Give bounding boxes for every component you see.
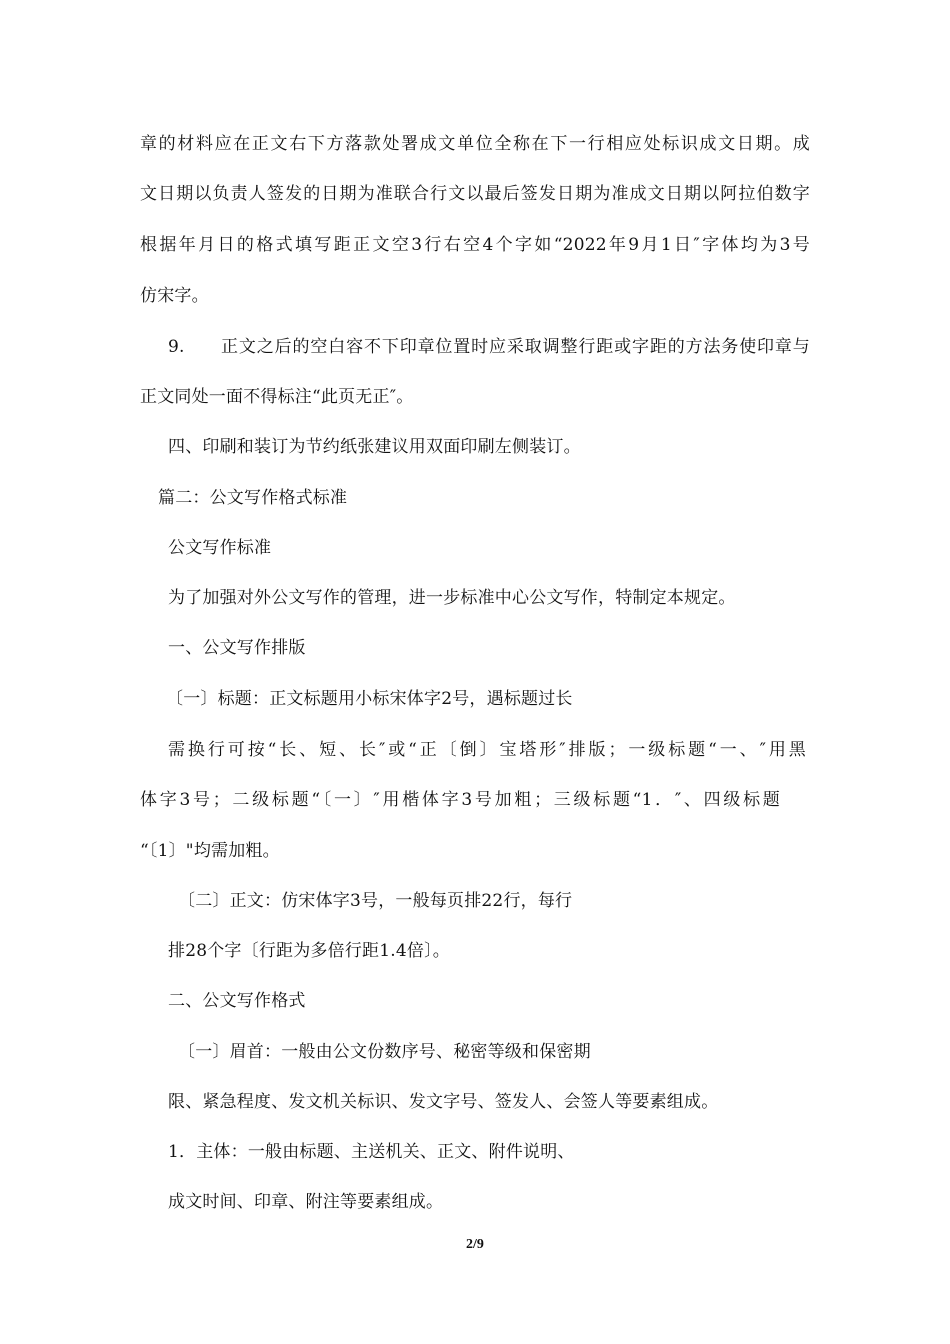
section-heading-part-two: 篇二：公文写作格式标准 (158, 488, 348, 508)
body-line-15: “〔1〕"均需加粗。 (140, 841, 280, 861)
heading-format: 二、公文写作格式 (168, 991, 306, 1011)
body-line-16: 〔二〕正文：仿宋体字3号，一般每页排22行，每行 (178, 891, 573, 911)
body-line-1: 章的材料应在正文右下方落款处署成文单位全称在下一行相应处标识成文日期。成 (140, 134, 810, 154)
body-line-4: 仿宋字。 (140, 286, 209, 306)
body-line-14: 体字3号；二级标题“〔一〕″用楷体字3号加粗；三级标题“1．″、四级标题 (140, 790, 780, 810)
section-heading-standard: 公文写作标准 (168, 538, 272, 558)
body-line-20: 限、紧急程度、发文机关标识、发文字号、签发人、会签人等要素组成。 (168, 1092, 719, 1112)
body-line-21: 1．主体：一般由标题、主送机关、正文、附件说明、 (168, 1142, 575, 1162)
body-line-17: 排28个字〔行距为多倍行距1.4倍〕。 (168, 941, 450, 961)
body-line-19: 〔一〕眉首：一般由公文份数序号、秘密等级和保密期 (178, 1042, 591, 1062)
body-line-12: 〔一〕标题：正文标题用小标宋体字2号，遇标题过长 (166, 689, 573, 709)
page-number: 2/9 (466, 1237, 484, 1252)
body-line-13: 需换行可按“长、短、长″或“正〔倒〕宝塔形″排版；一级标题“一、″用黑 (168, 740, 806, 760)
body-line-22: 成文时间、印章、附注等要素组成。 (168, 1192, 444, 1212)
body-line-6: 正文同处一面不得标注“此页无正″。 (140, 387, 414, 407)
heading-layout: 一、公文写作排版 (168, 638, 306, 658)
body-line-5: 9. 正文之后的空白容不下印章位置时应采取调整行距或字距的方法务使印章与 (168, 337, 810, 357)
body-line-3: 根据年月日的格式填写距正文空3行右空4个字如“2022年9月1日″字体均为3号 (140, 235, 810, 255)
body-line-10: 为了加强对外公文写作的管理，进一步标准中心公文写作，特制定本规定。 (168, 588, 736, 608)
body-line-2: 文日期以负责人签发的日期为准联合行文以最后签发日期为准成文日期以阿拉伯数字 (140, 184, 810, 204)
body-line-7: 四、印刷和装订为节约纸张建议用双面印刷左侧装订。 (168, 437, 581, 457)
